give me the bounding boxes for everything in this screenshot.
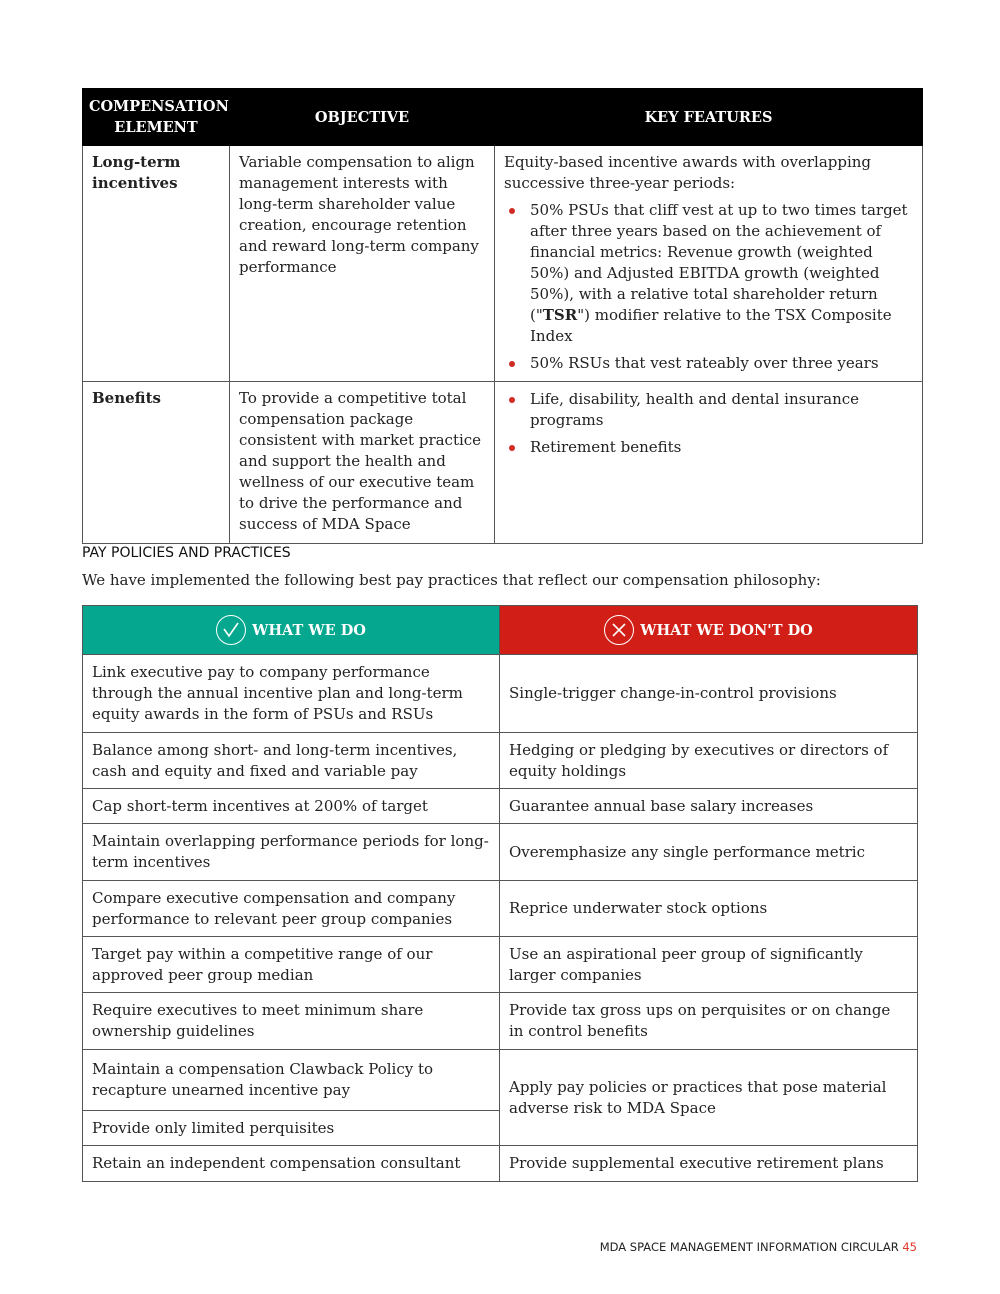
do-item: Maintain overlapping performance periods for long-term incentives xyxy=(83,824,500,881)
page-footer xyxy=(600,1240,917,1254)
dont-item: Guarantee annual base salary increases xyxy=(500,789,918,824)
do-item: Compare executive compensation and company performance to relevant peer group companies xyxy=(83,881,500,937)
do-item: Target pay within a competitive range of our approved peer group median xyxy=(83,937,500,993)
dont-item: Use an aspirational peer group of significantly larger companies xyxy=(500,937,918,993)
what-we-dont-do-label: WHAT WE DON'T DO xyxy=(640,621,813,639)
do-item: Maintain a compensation Clawback Policy to recapture unearned incentive pay xyxy=(83,1050,500,1111)
table-row xyxy=(83,937,918,993)
header-objective: OBJECTIVE xyxy=(230,89,495,146)
what-we-dont-do-header xyxy=(500,606,918,655)
do-item: Provide only limited perquisites xyxy=(83,1111,500,1146)
compensation-table xyxy=(82,88,923,544)
dont-item: Apply pay policies or practices that pose material adverse risk to MDA Space xyxy=(500,1050,918,1146)
element-cell: Benefits xyxy=(83,382,230,544)
table-row xyxy=(83,789,918,824)
table-row xyxy=(83,824,918,881)
do-item: Cap short-term incentives at 200% of target xyxy=(83,789,500,824)
practices-header xyxy=(83,606,918,655)
features-list xyxy=(504,200,913,374)
table-row xyxy=(83,655,918,733)
checkmark-icon xyxy=(216,615,246,645)
table-row xyxy=(83,733,918,789)
dont-item: Provide supplemental executive retirement plans xyxy=(500,1146,918,1182)
table-row xyxy=(83,146,923,382)
features-intro: Equity-based incentive awards with overlapping successive three-year periods: xyxy=(504,153,872,192)
list-item xyxy=(504,200,913,347)
table-row xyxy=(83,881,918,937)
objective-cell: Variable compensation to align management interests with long-term shareholder value creation, encourage retention and reward long-term company performance xyxy=(230,146,495,382)
list-item: 50% RSUs that vest rateably over three years xyxy=(504,353,913,374)
do-item: Require executives to meet minimum share ownership guidelines xyxy=(83,993,500,1050)
objective-cell: To provide a competitive total compensation package consistent with market practice and support the health and wellness of our executive team to drive the performance and success of MDA Space xyxy=(230,382,495,544)
table-row xyxy=(83,993,918,1050)
bullet-text: 50% PSUs that cliff vest at up to two times target after three years based on the achievement of financial metrics: Revenue growth (weighted 50%) and Adjusted EBITDA growth (weighted 50%), with a relative total shareholder return (" xyxy=(530,201,908,324)
what-we-do-header xyxy=(83,606,500,655)
section-intro: We have implemented the following best pay practices that reflect our compensation philosophy: xyxy=(82,571,821,589)
header-key-features: KEY FEATURES xyxy=(495,89,923,146)
table-row xyxy=(83,1146,918,1182)
page-number: 45 xyxy=(902,1240,917,1254)
features-list xyxy=(504,389,913,458)
bullet-text: ") modifier relative to the TSX Composite Index xyxy=(530,306,892,345)
footer-title: MDA SPACE MANAGEMENT INFORMATION CIRCULAR xyxy=(599,1240,899,1254)
compensation-table-header xyxy=(83,89,923,146)
list-item: Retirement benefits xyxy=(504,437,913,458)
do-item: Retain an independent compensation consultant xyxy=(83,1146,500,1182)
element-cell: Long-term incentives xyxy=(83,146,230,382)
header-compensation-element: COMPENSATION ELEMENT xyxy=(83,89,230,146)
what-we-do-label: WHAT WE DO xyxy=(252,621,366,639)
x-mark-icon xyxy=(604,615,634,645)
dont-item: Overemphasize any single performance metric xyxy=(500,824,918,881)
practices-table xyxy=(82,605,918,1182)
do-item: Link executive pay to company performance through the annual incentive plan and long-term equity awards in the form of PSUs and RSUs xyxy=(83,655,500,733)
dont-item: Provide tax gross ups on perquisites or on change in control benefits xyxy=(500,993,918,1050)
features-cell xyxy=(495,382,923,544)
section-title: PAY POLICIES AND PRACTICES xyxy=(82,545,291,561)
dont-item: Single-trigger change-in-control provisions xyxy=(500,655,918,733)
list-item: Life, disability, health and dental insurance programs xyxy=(504,389,913,431)
do-item: Balance among short- and long-term incentives, cash and equity and fixed and variable pay xyxy=(83,733,500,789)
table-row xyxy=(83,1050,918,1111)
table-row xyxy=(83,382,923,544)
features-cell xyxy=(495,146,923,382)
dont-item: Hedging or pledging by executives or directors of equity holdings xyxy=(500,733,918,789)
tsr-bold: TSR xyxy=(542,306,578,324)
dont-item: Reprice underwater stock options xyxy=(500,881,918,937)
